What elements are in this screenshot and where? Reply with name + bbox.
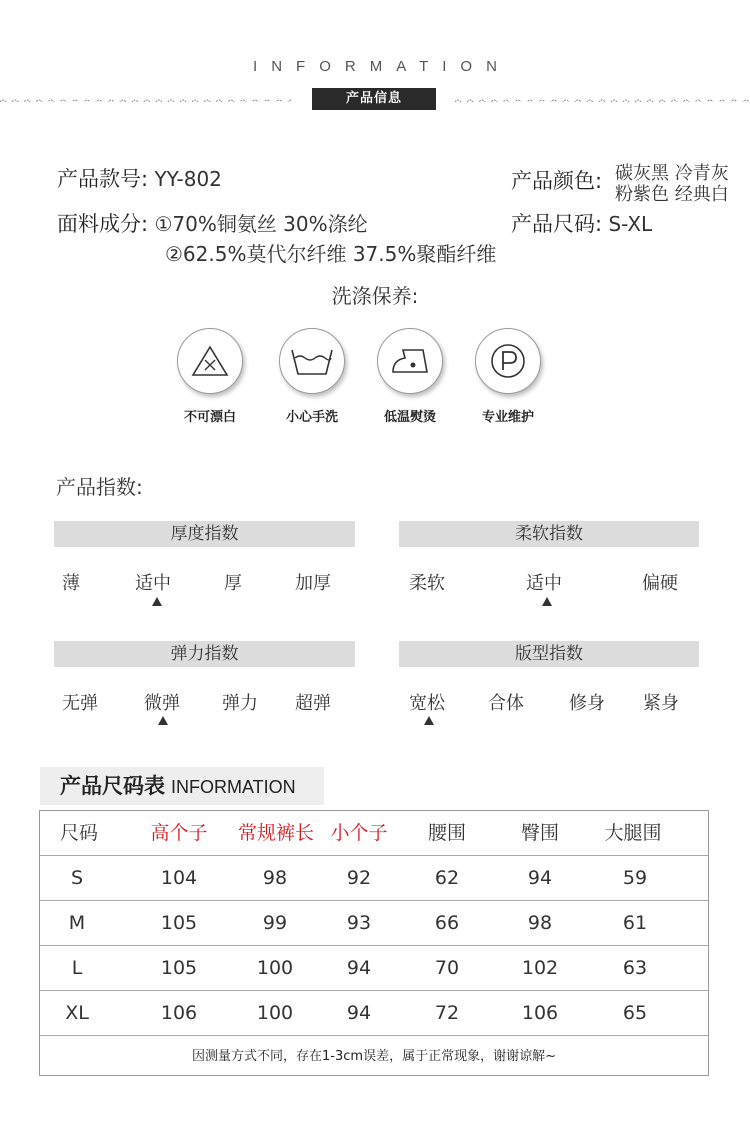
table-cell: 66 [434,912,460,934]
table-cell: 99 [262,912,288,934]
table-header-cell: 常规裤长 [237,822,314,844]
size-chart-title [40,767,324,805]
color-label: 产品颜色: [511,169,603,193]
section-title-english: INFORMATION [253,58,511,75]
fit-selected-marker-icon [424,716,434,725]
size-table [39,810,709,1076]
table-row [40,946,708,991]
size-range-label: 产品尺码: [511,212,603,236]
table-cell: 98 [262,867,288,889]
table-header-row [40,811,708,856]
professional-care-icon [488,341,528,381]
care-item-low-iron [368,328,452,425]
fit-option-tight: 紧身 [643,693,679,714]
size-table-note: 因测量方式不同，存在1-3cm误差，属于正常现象，谢谢谅解~ [192,1049,556,1064]
softness-option-soft: 柔软 [409,573,445,594]
fit-option-slim: 修身 [569,693,605,714]
table-cell: 94 [527,867,553,889]
model-line [57,163,222,193]
thickness-index-bar: 厚度指数 [54,521,355,547]
thickness-option-thin: 薄 [62,573,80,594]
table-cell: 106 [160,1002,198,1024]
table-cell: 63 [622,957,648,979]
table-cell: 104 [160,867,198,889]
fit-option-loose: 宽松 [409,693,445,714]
table-cell: 100 [256,1002,294,1024]
table-cell: 100 [256,957,294,979]
table-cell: M [68,912,86,934]
size-chart-title-cn: 产品尺码表 [60,774,165,798]
elasticity-option-super: 超弹 [295,693,331,714]
section-title-chinese: 产品信息 [312,88,436,110]
table-cell: 70 [434,957,460,979]
table-cell: 72 [434,1002,460,1024]
table-cell: 93 [346,912,372,934]
softness-index-bar: 柔软指数 [399,521,699,547]
fit-option-regular: 合体 [488,693,524,714]
elasticity-selected-marker-icon [158,716,168,725]
table-cell: XL [65,1002,89,1024]
table-row [40,991,708,1036]
color-line-2: 粉紫色 经典白 [615,184,729,205]
color-label-wrap [511,165,602,195]
table-cell: 61 [622,912,648,934]
table-cell: 94 [346,957,372,979]
table-row [40,856,708,901]
table-cell: 106 [521,1002,559,1024]
table-cell: L [71,957,83,979]
table-header-cell: 腰围 [427,822,466,844]
care-label-professional: 专业维护 [481,410,534,425]
care-item-no-bleach [168,328,252,425]
elasticity-option-elastic: 弹力 [222,693,258,714]
table-cell: 105 [160,957,198,979]
care-title: 洗涤保养: [331,284,419,308]
table-cell: S [70,867,84,889]
softness-option-medium: 适中 [526,573,562,594]
table-cell: 98 [527,912,553,934]
fit-index-bar: 版型指数 [399,641,699,667]
table-header-cell: 小个子 [330,822,388,844]
color-values [615,163,729,205]
table-cell: 92 [346,867,372,889]
no-bleach-icon [190,343,230,379]
care-label-hand-wash: 小心手洗 [285,410,338,425]
size-range-line [511,208,652,238]
table-row [40,901,708,946]
fabric-line [57,208,368,238]
model-value: YY-802 [154,167,222,191]
model-label: 产品款号: [57,167,149,191]
elasticity-index-bar: 弹力指数 [54,641,355,667]
care-item-professional [466,328,550,425]
thickness-selected-marker-icon [152,597,162,606]
elasticity-option-none: 无弹 [62,693,98,714]
care-label-low-iron: 低温熨烫 [383,410,436,425]
thickness-option-thick: 厚 [224,573,242,594]
table-cell: 62 [434,867,460,889]
table-header-cell: 高个子 [150,822,208,844]
color-line-1: 碳灰黑 冷青灰 [615,163,729,184]
table-header-cell: 尺码 [59,822,98,844]
table-cell: 105 [160,912,198,934]
table-cell: 102 [521,957,559,979]
table-header-cell: 臀围 [520,822,559,844]
table-header-cell: 大腿围 [604,822,662,844]
fabric-label: 面料成分: [57,212,149,236]
softness-selected-marker-icon [542,597,552,606]
size-chart-title-en: INFORMATION [171,777,296,797]
care-label-no-bleach: 不可漂白 [183,410,236,425]
thickness-option-extra-thick: 加厚 [295,573,331,594]
low-iron-icon [389,344,431,378]
table-cell: 94 [346,1002,372,1024]
size-range-value: S-XL [608,212,653,236]
hand-wash-icon [289,344,335,378]
care-item-hand-wash [270,328,354,425]
fabric-line-1: ①70%铜氨丝 30%涤纶 [154,212,368,236]
softness-option-firm: 偏硬 [642,573,678,594]
elasticity-option-slight: 微弹 [144,693,180,714]
index-title: 产品指数: [56,475,143,499]
thickness-option-medium: 适中 [135,573,171,594]
fabric-line-2: ②62.5%莫代尔纤维 37.5%聚酯纤维 [165,242,497,266]
table-cell: 59 [622,867,648,889]
decorative-wave-left [0,92,292,102]
table-cell: 65 [622,1002,648,1024]
decorative-wave-right [455,92,750,102]
